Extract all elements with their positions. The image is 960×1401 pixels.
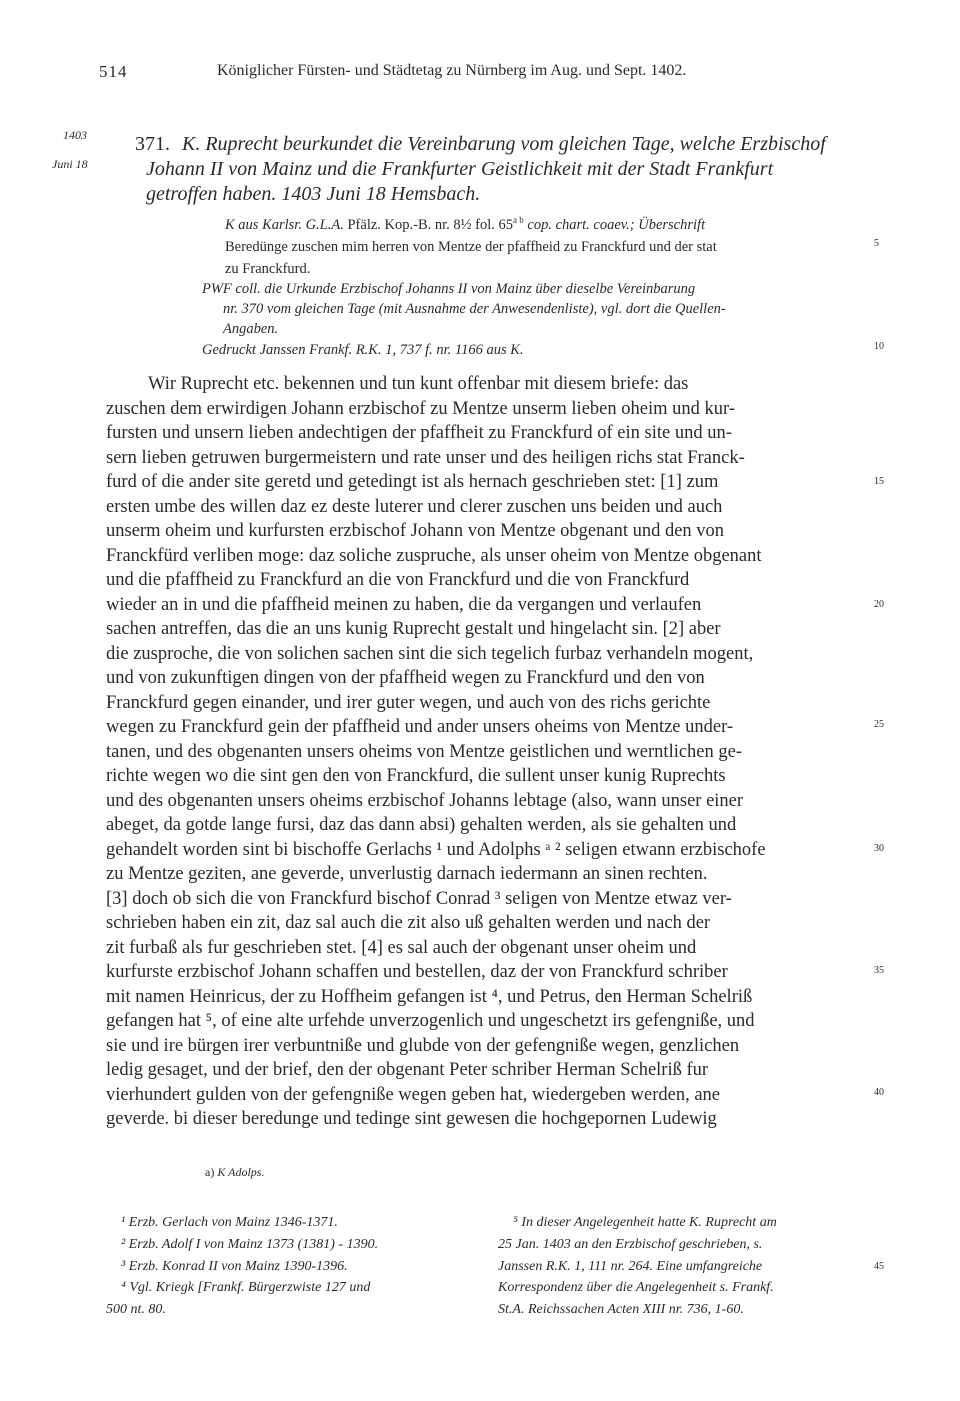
source-note-line: Angaben. bbox=[223, 321, 279, 337]
body-text-line: und von zukunftigen dingen von der pfaffheid wegen zu Franckfurd und den von bbox=[106, 668, 705, 688]
source-shelfmark: Pfälz. Kop.-B. nr. 8½ fol. 65 bbox=[347, 217, 514, 233]
margin-date: Juni 18 bbox=[52, 157, 88, 171]
body-text-line: gehandelt worden sint bi bischoffe Gerlachs ¹ und Adolphs ᵃ ² seligen etwann erzbischofe bbox=[106, 840, 766, 860]
body-text-line: Franckfurd gegen einander, und irer guter wegen, und auch von des richs gerichte bbox=[106, 693, 711, 713]
body-text-line: mit namen Heinricus, der zu Hoffheim gefangen ist ⁴, und Petrus, den Herman Schelriß bbox=[106, 987, 753, 1007]
footnote-line: ⁴ Vgl. Kriegk [Frankf. Bürgerzwiste 127 und bbox=[121, 1280, 371, 1295]
body-text-line: und die pfaffheid zu Franckfurd an die von Franckfurd und die von Franckfurd bbox=[106, 570, 690, 590]
page-number: 514 bbox=[99, 62, 128, 81]
footnote-line: ³ Erzb. Konrad II von Mainz 1390-1396. bbox=[121, 1259, 348, 1274]
body-text-line: [3] doch ob sich die von Franckfurd bischof Conrad ³ seligen von Mentze etwaz ver- bbox=[106, 889, 732, 909]
source-note-line: Beredünge zuschen mim herren von Mentze der pfaffheid zu Franckfurd und der stat bbox=[225, 239, 717, 255]
line-number: 20 bbox=[874, 599, 884, 610]
footnote-line: ¹ Erzb. Gerlach von Mainz 1346-1371. bbox=[121, 1215, 338, 1230]
body-text-line: ledig gesaget, und der brief, den der obgenant Peter schriber Herman Schelriß fur bbox=[106, 1060, 709, 1080]
source-note-line bbox=[225, 217, 705, 234]
letter-footnote-text: K Adolps. bbox=[217, 1165, 265, 1179]
body-text-line: richte wegen wo die sint gen den von Franckfurd, die sullent unser kunig Ruprechts bbox=[106, 766, 726, 786]
running-head: Königlicher Fürsten- und Städtetag zu Nürnberg im Aug. und Sept. 1402. bbox=[217, 62, 687, 79]
source-note-line: zu Franckfurd. bbox=[225, 261, 311, 277]
line-number: 15 bbox=[874, 476, 884, 487]
footnote-line: ² Erzb. Adolf I von Mainz 1373 (1381) - 1390. bbox=[121, 1237, 379, 1252]
body-text-line: schrieben haben ein zit, daz sal auch die zit also uß gehalten werden und nach der bbox=[106, 913, 711, 933]
body-text-line: vierhundert gulden von der gefengniße wegen geben hat, wiedergeben werden, ane bbox=[106, 1085, 721, 1105]
footnote-line: 25 Jan. 1403 an den Erzbischof geschrieben, s. bbox=[498, 1237, 763, 1252]
regest-line: Johann II von Mainz und die Frankfurter Geistlichkeit mit der Stadt Frankfurt bbox=[146, 158, 774, 180]
regest-line: K. Ruprecht beurkundet die Vereinbarung vom gleichen Tage, welche Erzbischof bbox=[182, 133, 826, 155]
body-text-line: sie und ire bürgen irer verbuntniße und glubde von der gefengniße wegen, genzlichen bbox=[106, 1036, 740, 1056]
source-archive: K aus Karlsr. G.L.A. bbox=[225, 217, 344, 233]
line-number: 40 bbox=[874, 1087, 884, 1098]
body-text-line: zu Mentze geziten, ane geverde, unverlustig darnach iedermann an sinen rechten. bbox=[106, 864, 708, 884]
line-number: 25 bbox=[874, 719, 884, 730]
body-text-line: furd of die ander site geretd und getedingt ist als hernach geschrieben stet: [1] zum bbox=[106, 472, 719, 492]
body-text-line: zit furbaß als fur geschrieben stet. [4] es sal auch der obgenant unser oheim und bbox=[106, 938, 697, 958]
footnote-line: Korrespondenz über die Angelegenheit s. Frankf. bbox=[498, 1280, 774, 1295]
body-text-line: fursten und unsern lieben andechtigen der pfaffheit zu Franckfurd of ein site und un- bbox=[106, 423, 732, 443]
body-text-line: ersten umbe des willen daz ez deste luterer und clerer zuschen uns beiden und auch bbox=[106, 497, 723, 517]
body-text-line: Wir Ruprecht etc. bekennen und tun kunt offenbar mit diesem briefe: das bbox=[148, 374, 689, 394]
body-text-line: gefangen hat ⁵, of eine alte urfehde unverzogenlich und ungeschetzt irs gefengniße, und bbox=[106, 1011, 755, 1031]
body-text-line: die zusproche, die von solichen sachen sint die sich tegelich furbaz verhandeln mogent, bbox=[106, 644, 754, 664]
body-text-line: kurfurste erzbischof Johann schaffen und bestellen, daz der von Franckfurd schriber bbox=[106, 962, 728, 982]
body-text-line: unserm oheim und kurfursten erzbischof Johann von Mentze obgenant und den von bbox=[106, 521, 725, 541]
line-number: 10 bbox=[874, 341, 884, 352]
body-text-line: wegen zu Franckfurd gein der pfaffheid und ander unsers oheims von Mentze under- bbox=[106, 717, 734, 737]
source-description: cop. chart. coaev.; Überschrift bbox=[527, 217, 706, 233]
body-text-line: abeget, da gotde lange fursi, daz das dann absi) gehalten werden, als sie gehalten und bbox=[106, 815, 737, 835]
body-text-line: wieder an in und die pfaffheid meinen zu haben, die da vergangen und verlaufen bbox=[106, 595, 702, 615]
letter-footnote bbox=[205, 1165, 264, 1180]
body-text-line: zuschen dem erwirdigen Johann erzbischof zu Mentze unserm lieben oheim und kur- bbox=[106, 399, 735, 419]
line-number: 30 bbox=[874, 843, 884, 854]
source-folio-sup: a b bbox=[513, 215, 524, 226]
body-text-line: sachen antreffen, das die an uns kunig Ruprecht gestalt und hingelacht sin. [2] aber bbox=[106, 619, 721, 639]
body-text-line: Franckfürd verliben moge: daz soliche zuspruche, als unser oheim von Mentze obgenant bbox=[106, 546, 762, 566]
regest-line: getroffen haben. 1403 Juni 18 Hemsbach. bbox=[146, 183, 481, 205]
source-note-line: Gedruckt Janssen Frankf. R.K. 1, 737 f. nr. 1166 aus K. bbox=[202, 342, 524, 358]
footnote-line: St.A. Reichssachen Acten XIII nr. 736, 1-60. bbox=[498, 1302, 744, 1317]
body-text-line: geverde. bi dieser beredunge und tedinge sint gewesen die hochgepornen Ludewig bbox=[106, 1109, 717, 1129]
source-note-line: PWF coll. die Urkunde Erzbischof Johanns II von Mainz über dieselbe Vereinbarung bbox=[202, 281, 696, 297]
source-note-line: nr. 370 vom gleichen Tage (mit Ausnahme der Anwesendenliste), vgl. dort die Quellen- bbox=[223, 301, 726, 317]
line-number: 35 bbox=[874, 965, 884, 976]
body-text-line: sern lieben getruwen burgermeistern und rate unser und des heiligen richs stat Franck- bbox=[106, 448, 745, 468]
body-text-line: und des obgenanten unsers oheims erzbischof Johanns lebtage (also, wann unser einer bbox=[106, 791, 744, 811]
footnote-line: ⁵ In dieser Angelegenheit hatte K. Ruprecht am bbox=[513, 1215, 777, 1230]
letter-footnote-marker: a) bbox=[205, 1165, 215, 1179]
margin-year: 1403 bbox=[63, 128, 87, 142]
body-text-line: tanen, und des obgenanten unsers oheims von Mentze geistlichen und werntlichen ge- bbox=[106, 742, 743, 762]
line-number: 5 bbox=[874, 238, 879, 249]
footnote-line: 500 nt. 80. bbox=[106, 1302, 166, 1317]
footnote-line: Janssen R.K. 1, 111 nr. 264. Eine umfangreiche bbox=[498, 1259, 763, 1274]
document-number: 371. bbox=[135, 133, 170, 155]
line-number: 45 bbox=[874, 1261, 884, 1272]
